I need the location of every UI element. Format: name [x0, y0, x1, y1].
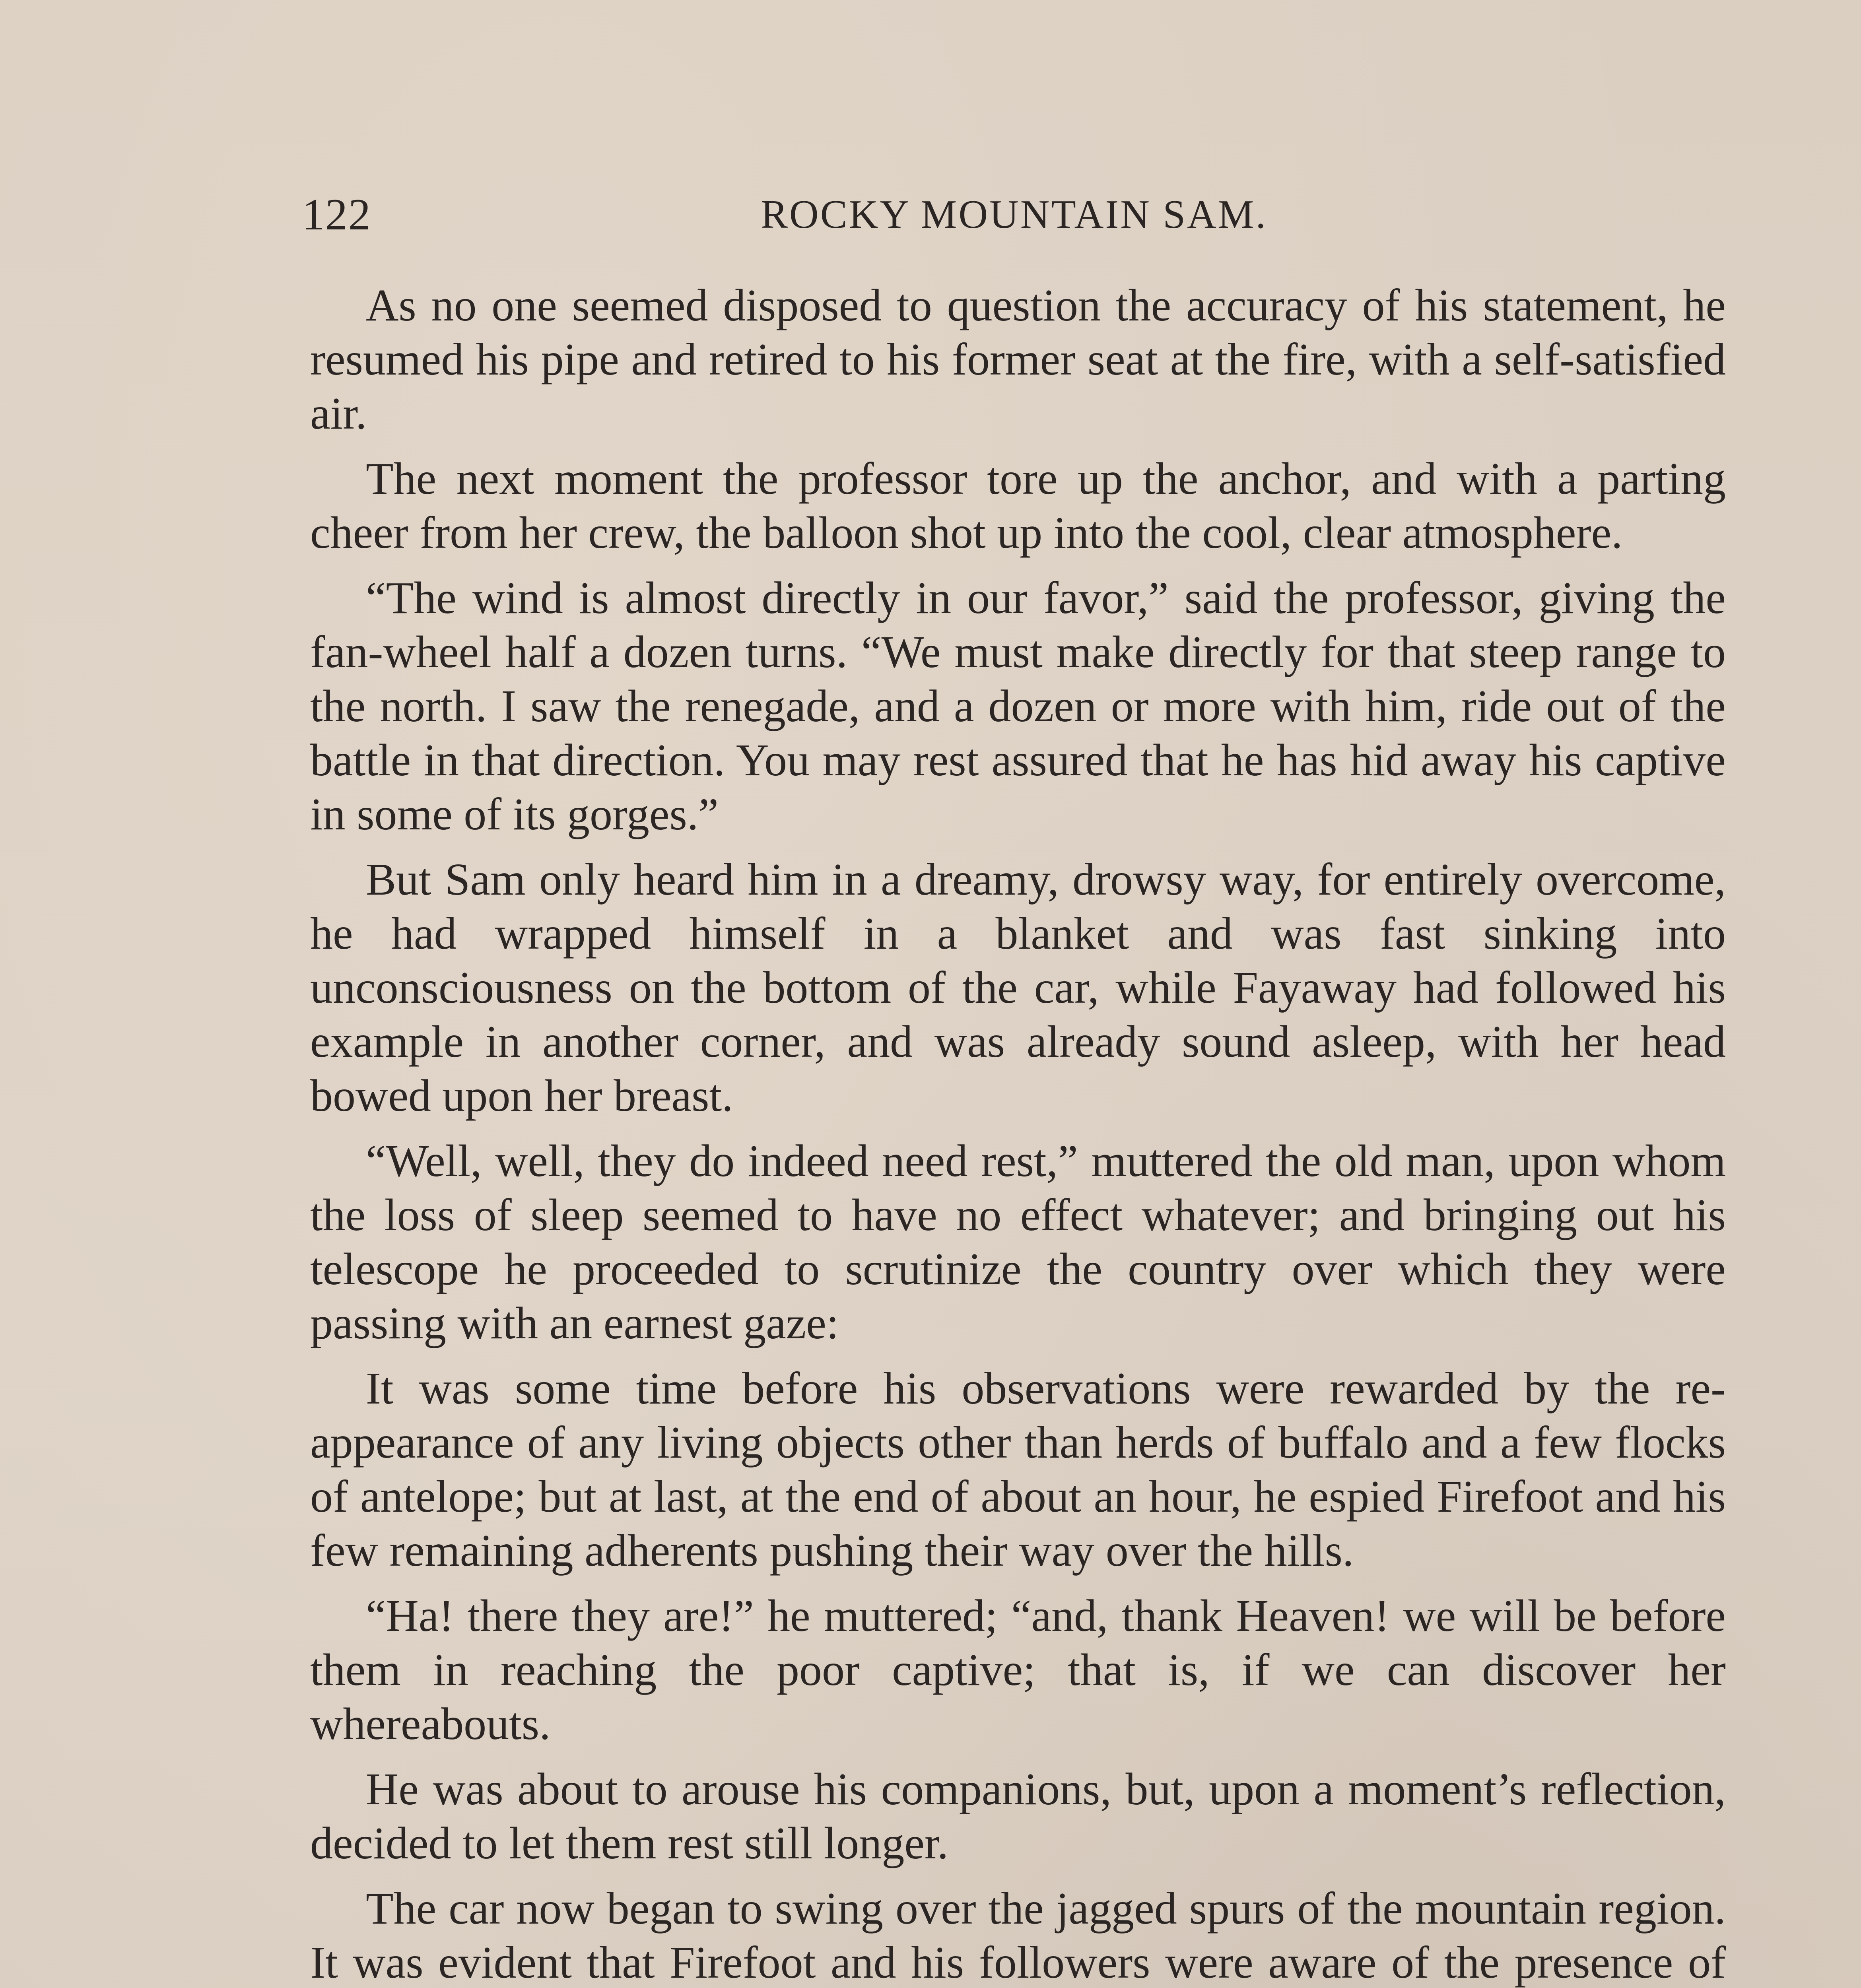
paragraph: The car now began to swing over the jagged spurs of the mountain region. It was evident that Firefoot and his followers were aware of the presence of [310, 1883, 1726, 1988]
paragraph: “The wind is almost directly in our favor,” said the professor, giving the fan-wheel half a dozen turns. “We must make directly for that steep range to the north. I saw the renegade, and a dozen or more with him, ride out of the battle in that direction. You may rest assured that he has hid away his captive in some of its gorges.” [310, 573, 1726, 839]
book-title: ROCKY MOUNTAIN SAM. [761, 192, 1267, 237]
paragraph: It was some time before his observations were rewarded by the re-appearance of any living objects other than herds of buffalo and a few flocks of antelope; but at last, at the end of about an hour, he espied Firefoot and his few remaining adherents pushing their way over the hills. [310, 1363, 1726, 1576]
running-head [302, 187, 1726, 243]
page-number: 122 [302, 190, 371, 239]
paragraph: As no one seemed disposed to question the accuracy of his statement, he resumed his pipe and retired to his former seat at the fire, with a self-satisfied air. [310, 280, 1726, 439]
paragraph: “Well, well, they do indeed need rest,” muttered the old man, upon whom the loss of sleep seemed to have no effect whatever; and bringing out his telescope he proceeded to scrutinize the country over which they were passing with an earnest gaze: [310, 1136, 1726, 1348]
paragraph: But Sam only heard him in a dreamy, drowsy way, for entirely overcome, he had wrapped himself in a blanket and was fast sinking into unconsciousness on the bottom of the car, while Fayaway had followed his example in another corner, and was already sound asleep, with her head bowed upon her breast. [310, 854, 1726, 1121]
paragraph: The next moment the professor tore up the anchor, and with a parting cheer from her crew, the balloon shot up into the cool, clear atmosphere. [310, 453, 1726, 558]
body-text [310, 278, 1726, 1988]
paragraph: “Ha! there they are!” he muttered; “and, thank Heaven! we will be before them in reaching the poor captive; that is, if we can discover her whereabouts. [310, 1590, 1726, 1749]
paragraph: He was about to arouse his companions, but, upon a moment’s reflection, decided to let them rest still longer. [310, 1764, 1726, 1868]
